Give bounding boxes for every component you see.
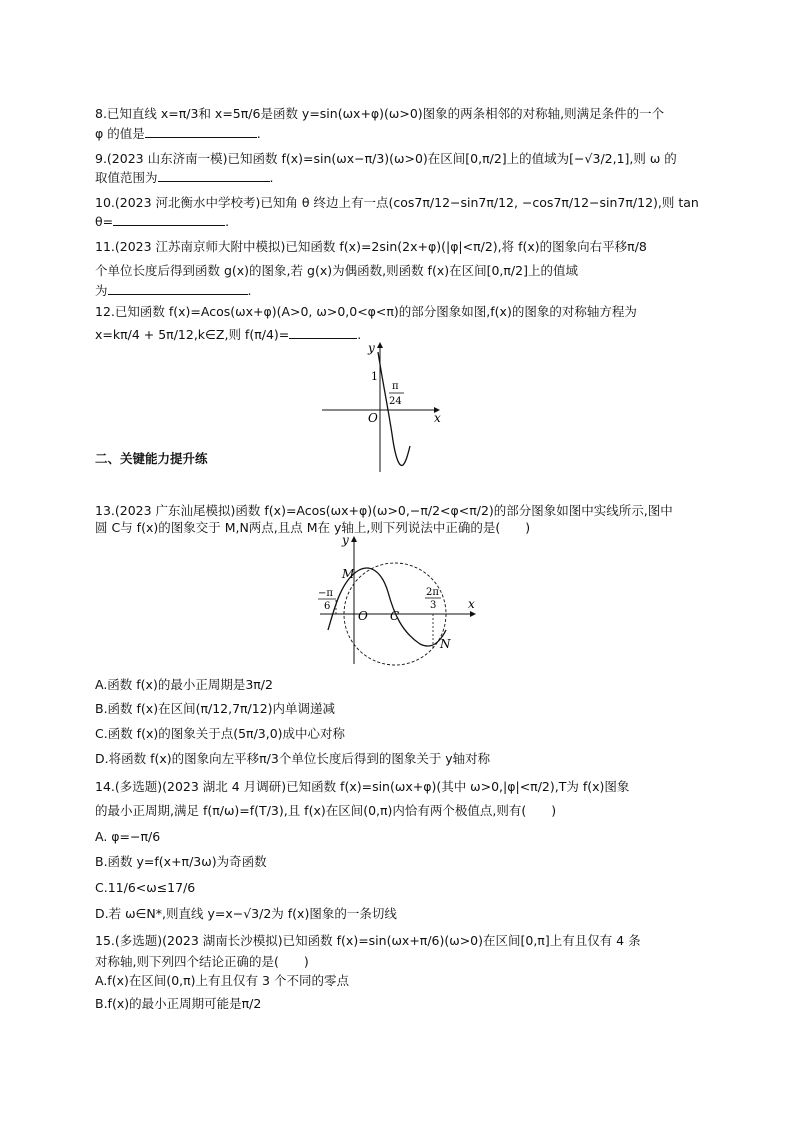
tick-pi-label: π — [392, 381, 399, 392]
y-axis-arrow — [351, 536, 357, 542]
function-curve — [378, 352, 410, 465]
question-8-stem: φ 的值是 — [95, 126, 145, 141]
y-axis-label: y — [368, 341, 375, 355]
question-13-line-2: 圆 C与 f(x)的图象交于 M,N两点,且点 M在 y轴上,则下列说法中正确的是( ) — [95, 520, 531, 535]
graph-question-12 — [318, 338, 448, 478]
tick-neg-pi-label: −π — [318, 588, 333, 599]
question-10-stem: θ= — [95, 214, 114, 229]
question-15-line-2: 对称轴,则下列四个结论正确的是( ) — [95, 954, 309, 969]
option-13-a[interactable]: A.函数 f(x)的最小正周期是3π/2 — [95, 677, 273, 692]
answer-blank-10[interactable] — [113, 214, 225, 226]
tick-2pi-label: 2π — [426, 587, 439, 598]
point-m-label: M — [342, 567, 355, 581]
answer-blank-8[interactable] — [145, 126, 257, 138]
y-axis-label: y — [342, 533, 349, 547]
origin-label: O — [358, 609, 368, 623]
question-11-line-1: 11.(2023 江苏南京师大附中模拟)已知函数 f(x)=2sin(2x+φ)(|φ|<π/2),将 f(x)的图象向右平移π/8 — [95, 239, 647, 254]
option-14-b[interactable]: B.函数 y=f(x+π/3ω)为奇函数 — [95, 854, 267, 869]
graph-question-13 — [312, 530, 482, 670]
point-n-label: N — [440, 637, 451, 651]
answer-blank-11[interactable] — [108, 283, 248, 295]
question-11-stem: 为 — [95, 283, 108, 298]
option-14-d[interactable]: D.若 ω∈N*,则直线 y=x−√3/2为 f(x)图象的一条切线 — [95, 906, 397, 921]
answer-blank-9[interactable] — [158, 170, 270, 182]
question-10-line-1: 10.(2023 河北衡水中学校考)已知角 θ 终边上有一点(cos7π/12−sin7π/12, −cos7π/12−sin7π/12),则 tan — [95, 195, 699, 210]
option-14-a[interactable]: A. φ=−π/6 — [95, 829, 161, 844]
question-9-line-1: 9.(2023 山东济南一模)已知函数 f(x)=sin(ωx−π/3)(ω>0)在区间[0,π/2]上的值域为[−√3/2,1],则 ω 的 — [95, 151, 677, 166]
question-10-line-2: θ= . — [95, 214, 230, 229]
question-12-line-1: 12.已知函数 f(x)=Acos(ωx+φ)(A>0, ω>0,0<φ<π)的部分图象如图,f(x)的图象的对称轴方程为 — [95, 304, 637, 319]
center-c-label: C — [390, 609, 400, 623]
question-13-line-1: 13.(2023 广东汕尾模拟)函数 f(x)=Acos(ωx+φ)(ω>0,−π/2<φ<π/2)的部分图象如图中实线所示,图中 — [95, 503, 673, 518]
question-9-stem: 取值范围为 — [95, 170, 158, 185]
question-8-line-1: 8.已知直线 x=π/3和 x=5π/6是函数 y=sin(ωx+φ)(ω>0)图象的两条相邻的对称轴,则满足条件的一个 — [95, 106, 665, 121]
question-14-line-1: 14.(多选题)(2023 湖北 4 月调研)已知函数 f(x)=sin(ωx+φ)(其中 ω>0,|φ|<π/2),T为 f(x)图象 — [95, 779, 630, 794]
question-15-line-1: 15.(多选题)(2023 湖南长沙模拟)已知函数 f(x)=sin(ωx+π/6)(ω>0)在区间[0,π]上有且仅有 4 条 — [95, 933, 641, 948]
question-14-line-2: 的最小正周期,满足 f(π/ω)=f(T/3),且 f(x)在区间(0,π)内恰有两个极值点,则有( ) — [95, 803, 557, 818]
option-14-c[interactable]: C.11/6<ω≤17/6 — [95, 880, 196, 895]
question-12-stem: x=kπ/4 + 5π/12,k∈Z,则 f(π/4)= — [95, 327, 290, 342]
option-13-c[interactable]: C.函数 f(x)的图象关于点(5π/3,0)成中心对称 — [95, 726, 346, 741]
option-13-b[interactable]: B.函数 f(x)在区间(π/12,7π/12)内单调递减 — [95, 701, 336, 716]
option-15-a[interactable]: A.f(x)在区间(0,π)上有且仅有 3 个不同的零点 — [95, 973, 349, 988]
question-11-line-2: 个单位长度后得到函数 g(x)的图象,若 g(x)为偶函数,则函数 f(x)在区间[0,π/2]上的值域 — [95, 263, 578, 278]
x-axis-arrow — [470, 611, 476, 617]
y-axis-arrow — [377, 342, 383, 348]
tick-neg-den-label: 6 — [324, 601, 331, 612]
x-axis-label: x — [434, 411, 441, 425]
origin-label: O — [368, 411, 378, 425]
option-13-d[interactable]: D.将函数 f(x)的图象向左平移π/3个单位长度后得到的图象关于 y轴对称 — [95, 751, 491, 766]
x-axis-label: x — [468, 597, 475, 611]
question-11-line-3: 为 . — [95, 283, 252, 298]
question-8-line-2: φ 的值是 . — [95, 126, 261, 141]
section-title: 二、关键能力提升练 — [95, 451, 208, 466]
tick-den-label: 24 — [389, 396, 402, 407]
y-intercept-label: 1 — [371, 370, 378, 383]
question-9-line-2: 取值范围为 . — [95, 170, 274, 185]
question-12-line-2: x=kπ/4 + 5π/12,k∈Z,则 f(π/4)= . — [95, 327, 362, 342]
option-15-b[interactable]: B.f(x)的最小正周期可能是π/2 — [95, 996, 262, 1011]
tick-2pi-den-label: 3 — [430, 600, 437, 611]
